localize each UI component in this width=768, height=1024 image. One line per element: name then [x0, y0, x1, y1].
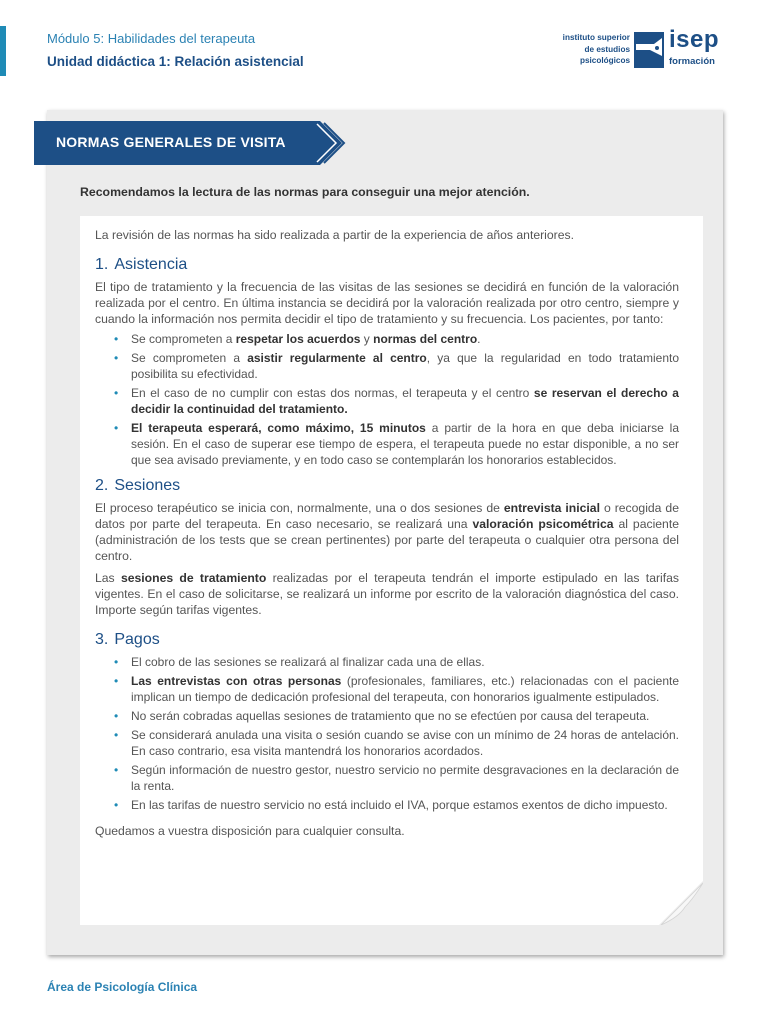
logo-mark-icon [634, 32, 664, 68]
section-banner [34, 121, 342, 163]
asistencia-paragraph: El tipo de tratamiento y la frecuencia de las visitas de las sesiones se decidirá en función de la valoración realizada por el centro. En última instancia se decidirá por la valoración realizada por otro centro, siempre y cuando la información nos permita decidir el tipo de tratamiento y su frecuencia. Los pacientes, por tanto: [95, 280, 679, 326]
sesiones-paragraph-1: El proceso terapéutico se inicia con, normalmente, una o dos sesiones de entrevista inicial o recogida de datos por parte del terapeuta. En caso necesario, se realizará una valoración psicométrica al paciente (administración de los tests que se crean pertinentes) por parte del terapeuta o cualquier otra persona del centro. [95, 501, 679, 563]
page-curl-decoration [659, 881, 703, 925]
lead-paragraph: La revisión de las normas ha sido realizada a partir de la experiencia de años anteriores. [95, 228, 574, 242]
module-title: Módulo 5: Habilidades del terapeuta [47, 31, 256, 46]
logo-name: isep [669, 26, 720, 53]
banner-title: NORMAS GENERALES DE VISITA [56, 134, 286, 150]
list-item: • El cobro de las sesiones se realizará al finalizar cada una de ellas. [131, 654, 679, 670]
unit-title: Unidad didáctica 1: Relación asistencial [47, 54, 304, 69]
rules-card [80, 216, 703, 925]
list-item: • En las tarifas de nuestro servicio no está incluido el IVA, porque estamos exentos de dicho impuesto. [131, 797, 679, 813]
header-accent-bar [0, 26, 6, 76]
list-item: • Las entrevistas con otras personas (profesionales, familiares, etc.) relacionadas con el paciente implican un tiempo de dedicación profesional del terapeuta, con honorarios igualmente estipulados. [131, 673, 679, 705]
list-item: • Se comprometen a respetar los acuerdos y normas del centro. [131, 331, 679, 347]
list-item: • Se considerará anulada una visita o sesión cuando se avise con un mínimo de 24 horas de antelación. En caso contrario, esa visita mantendrá los honorarios acordados. [131, 727, 679, 759]
pagos-list [95, 654, 679, 813]
section-heading-asistencia: 1. Asistencia [95, 256, 188, 273]
list-item: • Según información de nuestro gestor, nuestro servicio no permite desgravaciones en la declaración de la renta. [131, 762, 679, 794]
isep-logo [548, 26, 724, 74]
section-heading-sesiones: 2. Sesiones [95, 477, 181, 494]
list-item: • No serán cobradas aquellas sesiones de tratamiento que no se efectúen por causa del terapeuta. [131, 708, 679, 724]
logo-institute-text: instituto superior de estudios psicológicos [562, 33, 630, 65]
list-item: • En el caso de no cumplir con estas dos normas, el terapeuta y el centro se reservan el derecho a decidir la continuidad del tratamiento. [131, 385, 679, 417]
list-item: • El terapeuta esperará, como máximo, 15 minutos a partir de la hora en que deba iniciarse la sesión. En el caso de superar ese tiempo de espera, el terapeuta puede no estar disponible, a no ser que sea avisado previamente, y en todo caso se contemplarán los honorarios establecidos. [131, 420, 679, 468]
sesiones-paragraph-2: Las sesiones de tratamiento realizadas por el terapeuta tendrán el importe estipulado en las tarifas vigentes. En el caso de solicitarse, se realizará un informe por escrito de la valoración diagnóstica del caso. Importe según tarifas vigentes. [95, 571, 679, 617]
asistencia-list [95, 331, 679, 468]
section-heading-pagos: 3. Pagos [95, 631, 160, 648]
logo-subtitle: formación [669, 56, 715, 67]
footer-text: Área de Psicología Clínica [47, 980, 198, 994]
list-item: • Se comprometen a asistir regularmente al centro, ya que la regularidad en todo tratamiento posibilita su efectividad. [131, 350, 679, 382]
closing-paragraph: Quedamos a vuestra disposición para cualquier consulta. [95, 824, 405, 838]
intro-text: Recomendamos la lectura de las normas para conseguir una mejor atención. [80, 185, 530, 199]
